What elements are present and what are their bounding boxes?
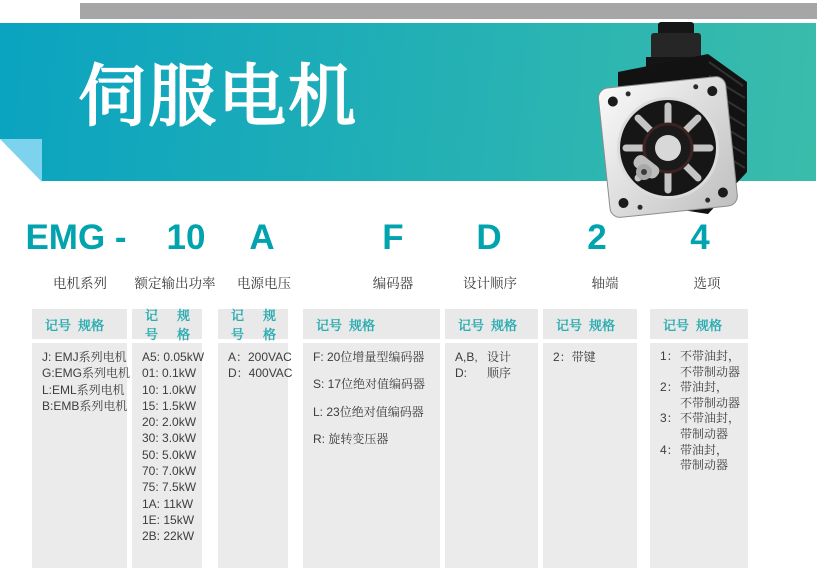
column-body <box>132 343 205 568</box>
spec-line: 2：带键 <box>553 350 596 364</box>
spec-column-series <box>32 309 131 568</box>
header-symbol-label: 记号 <box>145 308 159 342</box>
spec-line: G:EMG系列电机 <box>42 366 131 381</box>
spec-line <box>660 380 744 411</box>
spec-line: 30: 3.0kW <box>142 431 197 446</box>
spec-code: D: <box>455 366 467 381</box>
header-spec-label: 规格 <box>491 317 518 333</box>
model-segment-design: D <box>476 218 502 257</box>
spec-line: 1A: 11kW <box>142 496 194 511</box>
column-body <box>543 343 637 568</box>
segment-label-row <box>0 275 820 293</box>
spec-column-voltage <box>218 308 293 568</box>
header-symbol-label: 记号 <box>316 317 343 333</box>
model-segment-option: 4 <box>690 218 710 257</box>
spec-column-design <box>445 309 538 568</box>
spec-line: J: EMJ系列电机 <box>42 350 127 364</box>
spec-line <box>660 349 744 380</box>
page-title: 伺服电机 <box>78 59 359 135</box>
segment-label-encoder: 编码器 <box>372 276 414 291</box>
header-symbol-label: 记号 <box>458 317 485 333</box>
top-gray-bar <box>80 3 817 19</box>
column-body <box>218 343 293 568</box>
column-body <box>303 343 440 568</box>
model-segment-voltage: A <box>249 218 275 257</box>
segment-label-voltage: 电源电压 <box>237 276 291 291</box>
spec-line: A5: 0.05kW <box>142 350 205 364</box>
spec-column-power <box>132 308 205 568</box>
spec-column-options <box>650 309 748 568</box>
spec-code: 2： <box>660 380 679 395</box>
spec-line: L:EML系列电机 <box>42 382 125 397</box>
spec-code: A,B, <box>455 350 478 364</box>
spec-code: 1： <box>660 349 679 363</box>
spec-line: 50: 5.0kW <box>142 447 197 462</box>
segment-label-design: 设计顺序 <box>463 276 517 291</box>
model-segment-shaft: 2 <box>587 218 607 257</box>
spec-text-line2: 不带制动器 <box>680 364 741 379</box>
spec-line: 75: 7.5kW <box>142 480 197 495</box>
column-body <box>650 343 748 568</box>
column-body <box>445 343 538 568</box>
spec-line <box>455 349 534 365</box>
spec-text-line2: 带制动器 <box>680 458 729 473</box>
model-segment-encoder: F <box>382 218 404 257</box>
spec-line: S: 17位绝对值编码器 <box>313 377 426 392</box>
header-spec-label: 规格 <box>177 308 191 342</box>
column-header <box>132 308 202 342</box>
segment-label-option: 选项 <box>693 276 721 291</box>
spec-line: 10: 1.0kW <box>142 382 197 397</box>
model-segment-power: 10 <box>166 218 206 257</box>
header-spec-label: 规格 <box>78 317 105 333</box>
spec-line: B:EMB系列电机 <box>42 398 128 413</box>
spec-line <box>660 443 744 474</box>
header-symbol-label: 记号 <box>556 317 583 333</box>
spec-code: 3： <box>660 411 679 426</box>
spec-column-shaft <box>543 309 637 568</box>
spec-line: 1E: 15kW <box>142 512 195 527</box>
spec-text-line1: 不带油封， <box>680 411 741 426</box>
model-segment-series: EMG - <box>25 218 127 257</box>
spec-code: 4： <box>660 442 679 457</box>
spec-text-line2: 不带制动器 <box>680 395 741 410</box>
spec-line: F: 20位增量型编码器 <box>313 350 425 364</box>
model-code-row <box>0 218 820 258</box>
banner-fold-triangle <box>0 139 42 182</box>
spec-line: A：200VAC <box>228 350 292 364</box>
spec-text-line1: 带油封， <box>680 442 729 457</box>
spec-line: 20: 2.0kW <box>142 415 197 430</box>
servo-motor-image <box>590 20 760 218</box>
column-header <box>445 309 538 339</box>
spec-text: 顺序 <box>487 366 512 381</box>
spec-text: 设计 <box>487 350 512 364</box>
spec-line: D：400VAC <box>228 366 293 381</box>
spec-text-line1: 不带油封， <box>680 349 741 363</box>
spec-line: R: 旋转变压器 <box>313 431 389 446</box>
spec-text-line1: 带油封， <box>680 380 729 395</box>
column-header <box>218 308 288 342</box>
spec-text-line2: 带制动器 <box>680 426 729 441</box>
header-spec-label: 规格 <box>696 317 723 333</box>
header-spec-label: 规格 <box>589 317 616 333</box>
segment-label-shaft: 轴端 <box>591 276 619 291</box>
column-header <box>303 309 440 339</box>
spec-column-encoder <box>303 309 440 568</box>
header-symbol-label: 记号 <box>231 308 245 342</box>
spec-line: L: 23位绝对值编码器 <box>313 404 424 419</box>
column-header <box>32 309 127 339</box>
segment-label-power: 额定输出功率 <box>134 276 216 291</box>
spec-line: 01: 0.1kW <box>142 366 197 381</box>
spec-line: 2B: 22kW <box>142 529 195 544</box>
header-spec-label: 规格 <box>263 308 277 342</box>
spec-line <box>660 411 744 442</box>
column-body <box>32 343 131 568</box>
spec-line: 70: 7.0kW <box>142 464 197 479</box>
spec-line: 15: 1.5kW <box>142 398 197 413</box>
header-symbol-label: 记号 <box>45 317 72 333</box>
header-spec-label: 规格 <box>349 317 376 333</box>
header-symbol-label: 记号 <box>663 317 690 333</box>
spec-line <box>455 365 534 381</box>
column-header <box>543 309 637 339</box>
segment-label-series: 电机系列 <box>53 276 107 291</box>
column-header <box>650 309 748 339</box>
